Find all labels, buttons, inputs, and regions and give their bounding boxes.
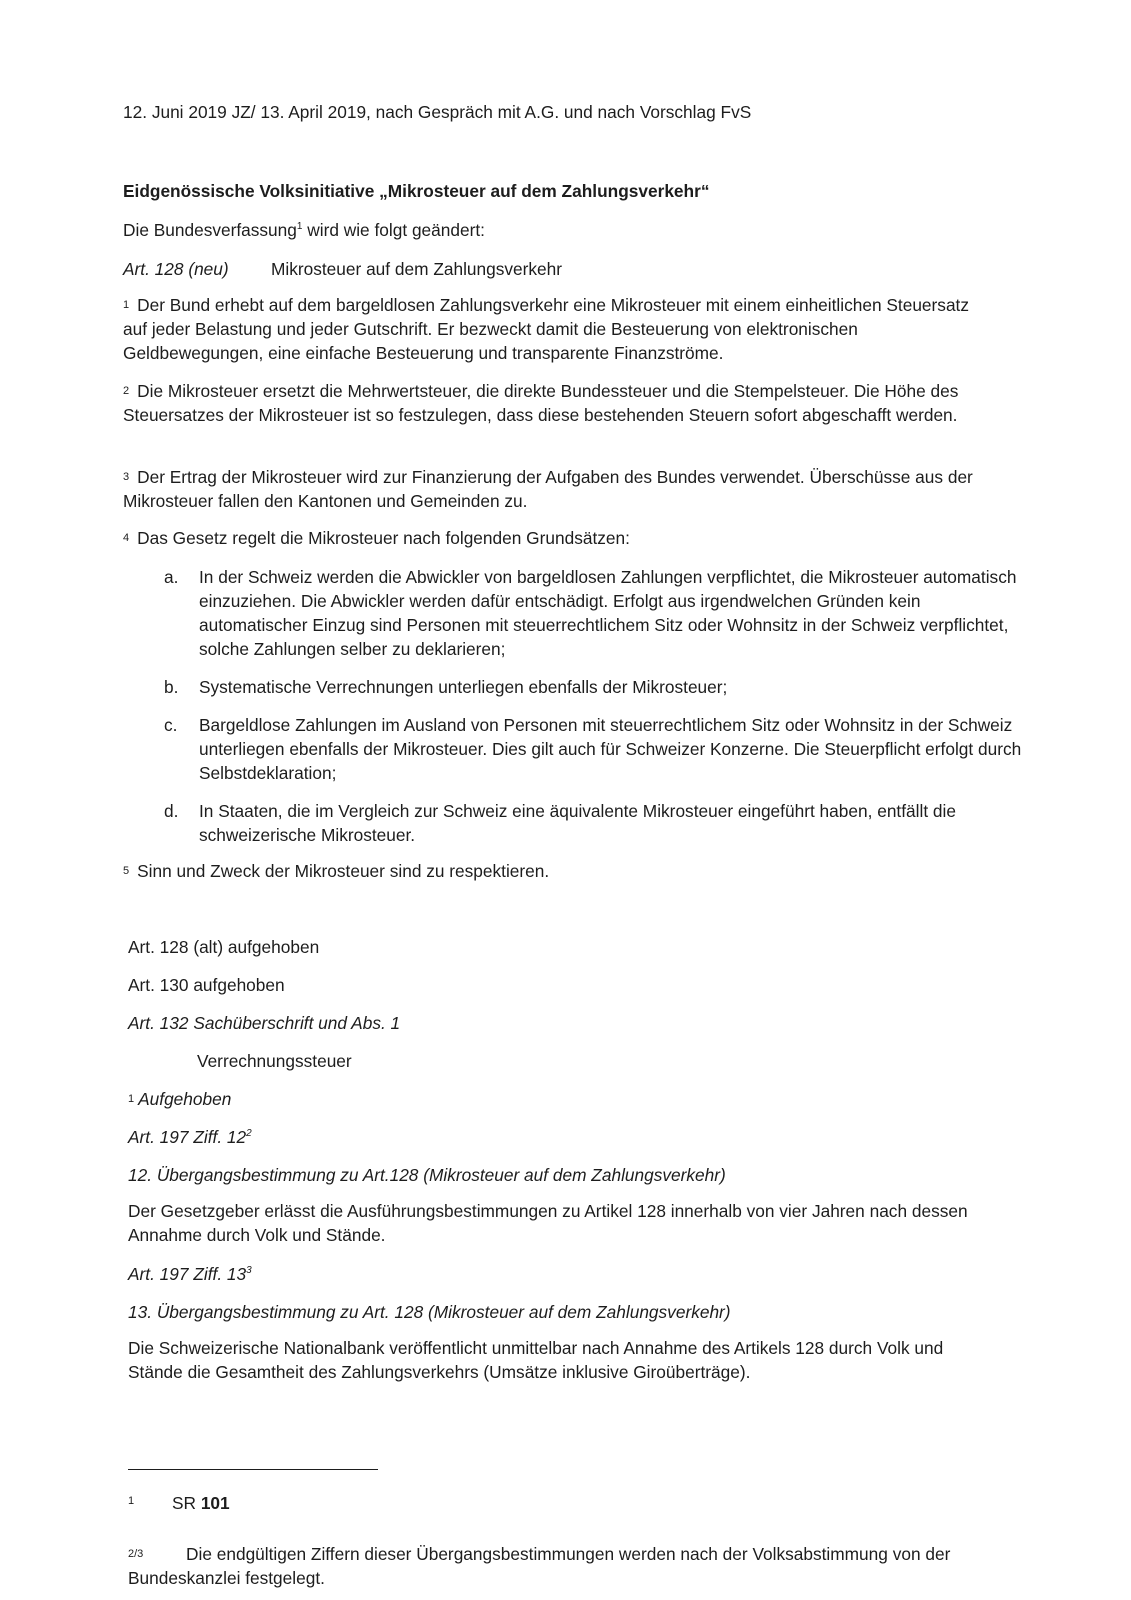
art-132-title: Verrechnungssteuer [197,1051,352,1071]
list-item-b: b. Systematische Verrechnungen unterliegen ebenfalls der Mikrosteuer; [164,677,728,697]
footnote-1: 1 SR 101 [128,1493,230,1513]
art-128-alt: Art. 128 (alt) aufgehoben [128,937,320,957]
article-heading [123,258,562,282]
paragraph-4: 4 Das Gesetz regelt die Mikrosteuer nach folgenden Grundsätzen: [123,528,630,548]
intro-line: Die Bundesverfassung$^1$ wird wie folgt geändert: [123,220,485,240]
article-name: Mikrosteuer auf dem Zahlungsverkehr [271,259,563,279]
paragraph-1: 1 Der Bund erhebt auf dem bargeldlosen Zahlungsverkehr eine Mikrosteuer mit einem einheitlichen Steuersatz auf jeder Belastung und jeder Gutschrift. Er bezweckt damit die Besteuerung von elektronischen Geldbewegungen, eine einfache Besteuerung und transparente Finanzströme. [123,295,969,363]
transitional-provision-12-title: 12. Übergangsbestimmung zu Art.128 (Mikrosteuer auf dem Zahlungsverkehr) [128,1165,726,1185]
paragraph-5: 5 Sinn und Zweck der Mikrosteuer sind zu respektieren. [123,861,550,881]
art-130: Art. 130 aufgehoben [128,975,285,995]
document-title: Eidgenössische Volksinitiative „Mikrosteuer auf dem Zahlungsverkehr“ [123,181,710,201]
art-132-heading: Art. 132 Sachüberschrift und Abs. 1 [128,1013,401,1033]
footnote-separator [128,1469,378,1470]
list-item-d: d. In Staaten, die im Vergleich zur Schweiz eine äquivalente Mikrosteuer eingeführt haben, entfällt die schweizerische Mikrosteuer. [164,801,956,845]
transitional-provision-13-text: Die Schweizerische Nationalbank veröffentlicht unmittelbar nach Annahme des Artikels 128 durch Volk und Stände die Gesamtheit des Zahlungsverkehrs (Umsätze inklusive Giroüberträge). [128,1338,944,1382]
art-197-ziff-13: Art. 197 Ziff. $13^3$ [128,1264,252,1284]
paragraph-2: 2 Die Mikrosteuer ersetzt die Mehrwertsteuer, die direkte Bundessteuer und die Stempelsteuer. Die Höhe des Steuersatzes der Mikrosteuer ist so festzulegen, dass diese bestehenden Steuern sofort abgeschafft werden. [123,381,959,425]
list-item-c: c. Bargeldlose Zahlungen im Ausland von Personen mit steuerrechtlichem Sitz oder Wohnsitz in der Schweiz unterliegen ebenfalls der Mikrosteuer. Dies gilt auch für Schweizer Konzerne. Die Steuerpflicht erfolgt durch Selbstdeklaration; [164,715,1022,783]
footnote-ref-2: 2 [246,1128,252,1140]
footnote-ref-3: 3 [246,1265,252,1277]
header-line: 12. Juni 2019 JZ/ 13. April 2019, nach Gespräch mit A.G. und nach Vorschlag FvS [123,102,752,122]
transitional-provision-13-title: 13. Übergangsbestimmung zu Art. 128 (Mikrosteuer auf dem Zahlungsverkehr) [128,1302,731,1322]
transitional-provision-12-text: Der Gesetzgeber erlässt die Ausführungsbestimmungen zu Artikel 128 innerhalb von vier Jahren nach dessen Annahme durch Volk und Stände. [128,1201,968,1245]
art-132-abs-1: 1 Aufgehoben [128,1089,232,1109]
paragraph-3: 3 Der Ertrag der Mikrosteuer wird zur Finanzierung der Aufgaben des Bundes verwendet. Überschüsse aus der Mikrosteuer fallen den Kantonen und Gemeinden zu. [123,467,973,511]
list-item-a: a. In der Schweiz werden die Abwickler von bargeldlosen Zahlungen verpflichtet, die Mikrosteuer automatisch einzuziehen. Die Abwickler werden dafür entschädigt. Erfolgt aus irgendwelchen Gründen kein automatischer Einzug sind Personen mit steuerrechtlichem Sitz oder Wohnsitz in der Schweiz verpflichtet, solche Zahlungen selber zu deklarieren; [164,567,1017,659]
article-ref: Art. 128 (neu) [123,259,229,279]
footnote-2-3: 2/3 Die endgültigen Ziffern dieser Übergangsbestimmungen werden nach der Volksabstimmung von der Bundeskanzlei festgelegt. [128,1544,951,1588]
art-197-ziff-12: Art. 197 Ziff. $12^2$ [128,1127,252,1147]
footnote-ref-1: 1 [296,221,303,233]
